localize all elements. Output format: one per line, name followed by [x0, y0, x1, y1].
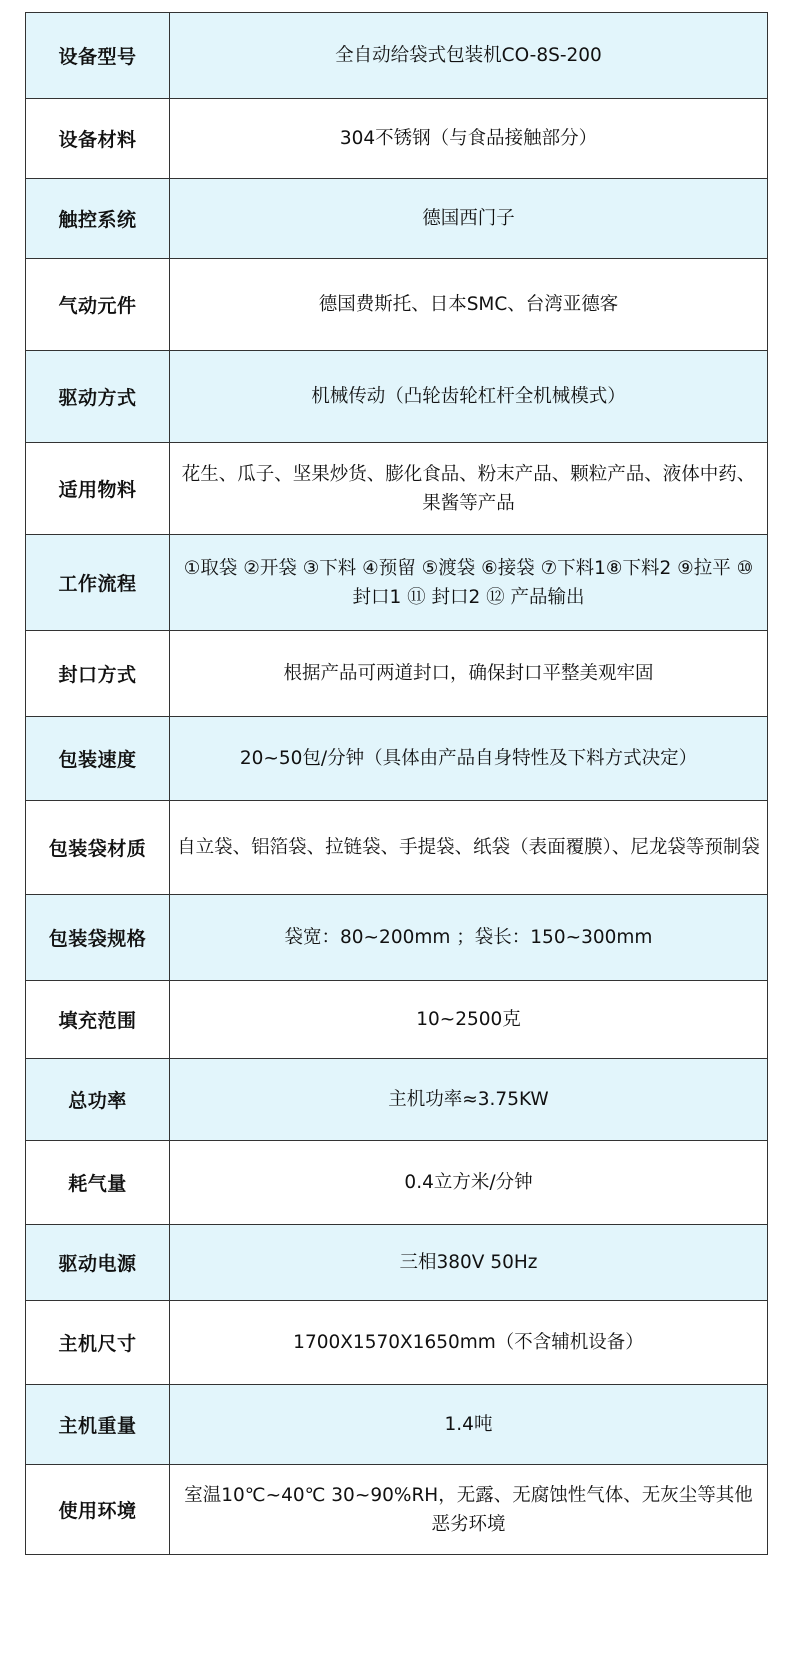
row-value: 0.4立方米/分钟	[170, 1141, 768, 1225]
table-row	[26, 631, 768, 717]
row-value: ①取袋 ②开袋 ③下料 ④预留 ⑤渡袋 ⑥接袋 ⑦下料1⑧下料2 ⑨拉平 ⑩封口1 ⑪ 封口2 ⑫ 产品输出	[170, 535, 768, 631]
row-label: 封口方式	[26, 631, 170, 717]
row-label: 设备型号	[26, 13, 170, 99]
row-label: 耗气量	[26, 1141, 170, 1225]
row-label: 使用环境	[26, 1465, 170, 1555]
table-row	[26, 1301, 768, 1385]
row-label: 驱动电源	[26, 1225, 170, 1301]
row-value: 机械传动（凸轮齿轮杠杆全机械模式）	[170, 351, 768, 443]
table-row	[26, 1141, 768, 1225]
row-value: 自立袋、铝箔袋、拉链袋、手提袋、纸袋（表面覆膜）、尼龙袋等预制袋	[170, 801, 768, 895]
table-row	[26, 1385, 768, 1465]
row-label: 主机尺寸	[26, 1301, 170, 1385]
row-value: 1700X1570X1650mm（不含辅机设备）	[170, 1301, 768, 1385]
table-row	[26, 895, 768, 981]
table-row	[26, 535, 768, 631]
row-value: 室温10℃~40℃ 30~90%RH，无露、无腐蚀性气体、无灰尘等其他恶劣环境	[170, 1465, 768, 1555]
row-label: 总功率	[26, 1059, 170, 1141]
row-value: 三相380V 50Hz	[170, 1225, 768, 1301]
row-value: 20~50包/分钟（具体由产品自身特性及下料方式决定）	[170, 717, 768, 801]
row-value: 全自动给袋式包装机CO-8S-200	[170, 13, 768, 99]
row-label: 设备材料	[26, 99, 170, 179]
table-row	[26, 443, 768, 535]
table-row	[26, 1465, 768, 1555]
table-row	[26, 1059, 768, 1141]
row-value: 根据产品可两道封口，确保封口平整美观牢固	[170, 631, 768, 717]
row-label: 填充范围	[26, 981, 170, 1059]
table-row	[26, 13, 768, 99]
row-label: 驱动方式	[26, 351, 170, 443]
row-label: 气动元件	[26, 259, 170, 351]
spec-table	[25, 12, 768, 1555]
table-row	[26, 179, 768, 259]
row-label: 包装速度	[26, 717, 170, 801]
row-label: 触控系统	[26, 179, 170, 259]
table-row	[26, 1225, 768, 1301]
row-value: 1.4吨	[170, 1385, 768, 1465]
table-row	[26, 801, 768, 895]
table-row	[26, 717, 768, 801]
table-row	[26, 351, 768, 443]
table-row	[26, 259, 768, 351]
row-value: 德国费斯托、日本SMC、台湾亚德客	[170, 259, 768, 351]
row-label: 适用物料	[26, 443, 170, 535]
row-value: 花生、瓜子、坚果炒货、膨化食品、粉末产品、颗粒产品、液体中药、果酱等产品	[170, 443, 768, 535]
row-value: 304不锈钢（与食品接触部分）	[170, 99, 768, 179]
row-value: 主机功率≈3.75KW	[170, 1059, 768, 1141]
row-value: 袋宽：80~200mm ；袋长：150~300mm	[170, 895, 768, 981]
row-value: 德国西门子	[170, 179, 768, 259]
row-label: 工作流程	[26, 535, 170, 631]
row-label: 包装袋材质	[26, 801, 170, 895]
table-row	[26, 99, 768, 179]
table-row	[26, 981, 768, 1059]
row-label: 包装袋规格	[26, 895, 170, 981]
row-value: 10~2500克	[170, 981, 768, 1059]
row-label: 主机重量	[26, 1385, 170, 1465]
